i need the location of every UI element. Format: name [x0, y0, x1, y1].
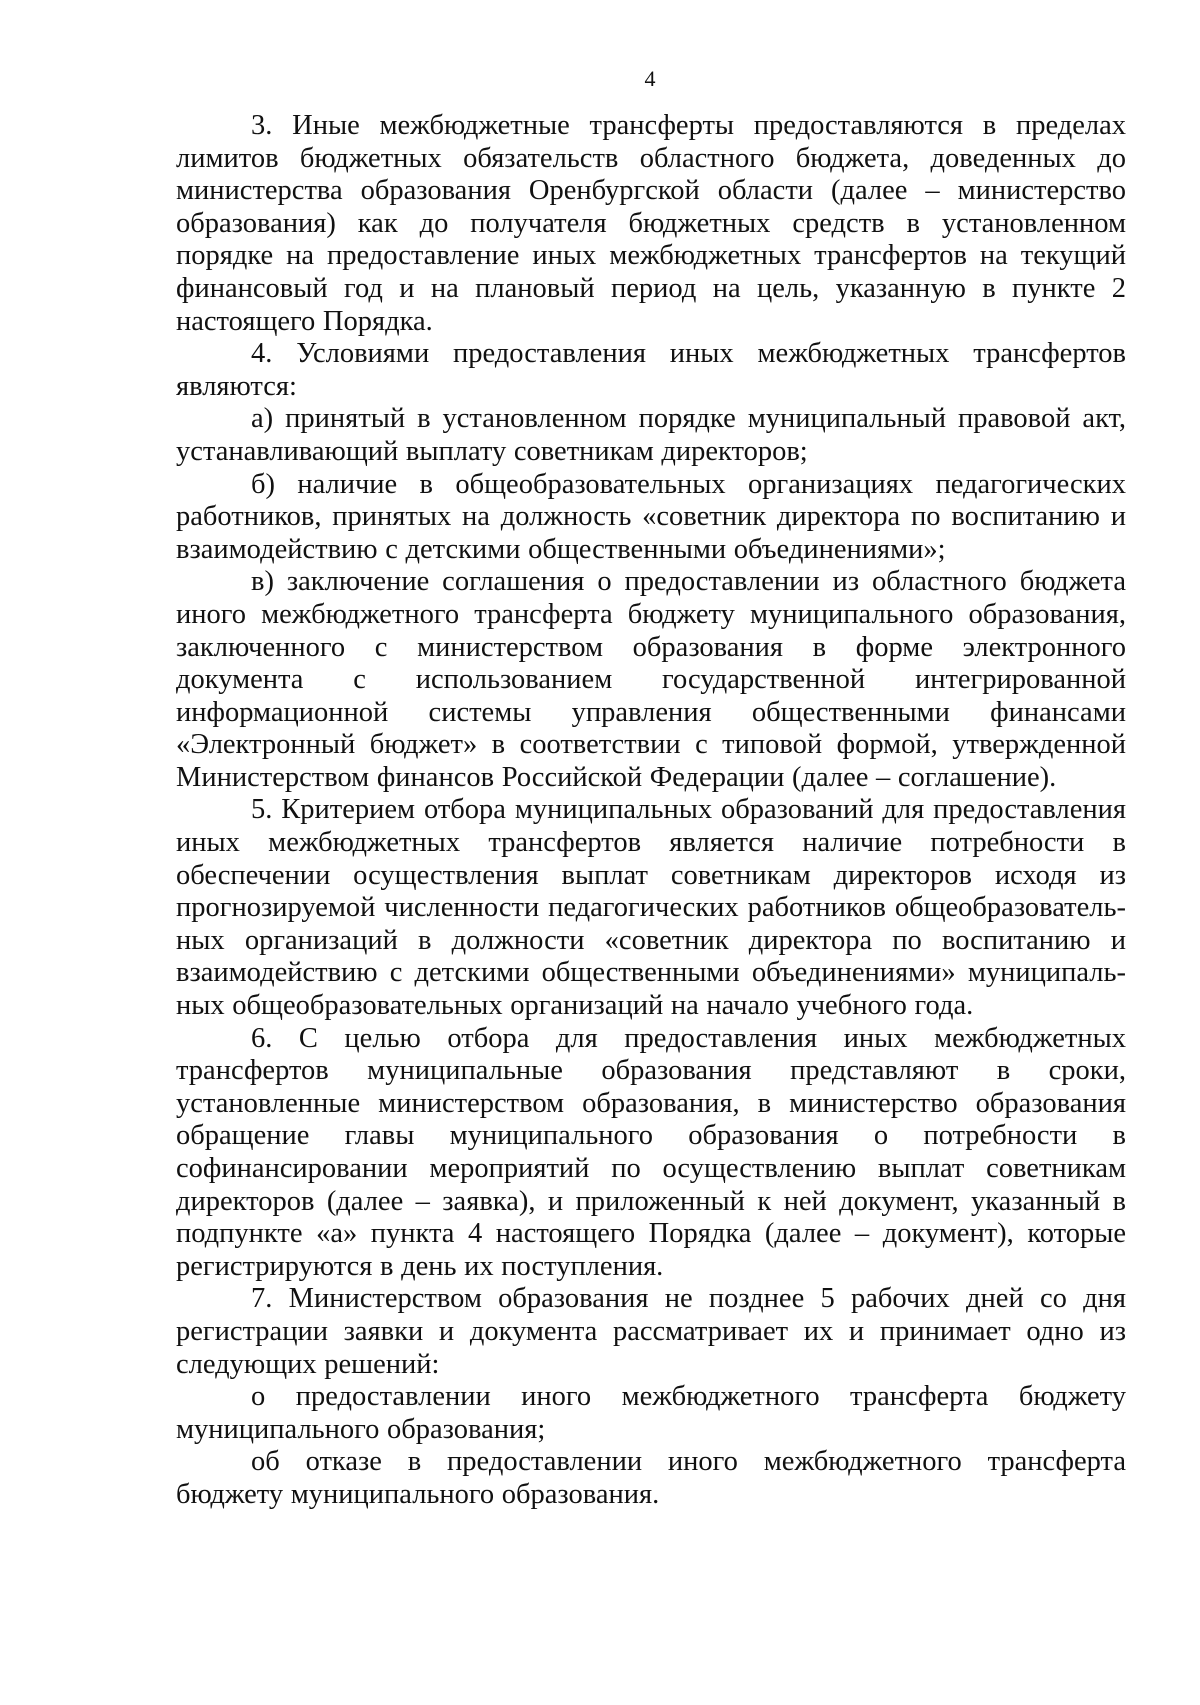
paragraph-3: 3. Иные межбюджетные трансферты предоставляются в пределах лимитов бюджетных обязательств областного бюджета, доведенных до министерства образования Оренбургской области (далее – министерство образования) как до получателя бюджетных средств в установленном порядке на предоставление иных межбюджетных трансфертов на текущий финансовый год и на плановый период на цель, указанную в пункте 2 настоящего Порядка. — [176, 110, 1126, 337]
page-number: 4 — [644, 66, 656, 91]
paragraph-4: 4. Условиями предоставления иных межбюджетных трансфертов являются: — [176, 338, 1126, 402]
subparagraph-4v: в) заключение соглашения о предоставлении из областного бюджета иного межбюджетного трансферта бюджету муниципального образования, заключенного с министерством образования в форме электронного документа с использованием государственной интегрированной информационной системы управления общественными финансами «Электронный бюджет» в соответствии с типовой формой, утвержденной Министерством финансов Российской Федерации (далее – соглашение). — [176, 566, 1126, 793]
subparagraph-4b: б) наличие в общеобразовательных организациях педагогических работников, принятых на должность «советник директора по воспитанию и взаимодействию с детскими общественными объединениями»; — [176, 468, 1126, 565]
decision-option-refusal: об отказе в предоставлении иного межбюджетного трансферта бюджету муниципального образования. — [176, 1446, 1126, 1510]
paragraph-6: 6. С целью отбора для предоставления иных межбюджетных трансфертов муниципальные образования представляют в сроки, установленные министерством образования, в министерство образования обращение главы муниципального образования о потребности в софинансировании мероприятий по осуществлению выплат советникам директоров (далее – заявка), и приложенный к ней документ, указанный в подпункте «а» пункта 4 настоящего Порядка (далее – документ), которые регистрируются в день их поступления. — [176, 1022, 1126, 1282]
paragraph-7: 7. Министерством образования не позднее 5 рабочих дней со дня регистрации заявки и документа рассматривает их и принимает одно из следующих решений: — [176, 1283, 1126, 1380]
document-body — [176, 110, 1126, 1512]
decision-option-grant: о предоставлении иного межбюджетного трансферта бюджету муниципального образования; — [176, 1381, 1126, 1445]
paragraph-5: 5. Критерием отбора муниципальных образований для предоставления иных межбюджетных трансфертов является наличие потребности в обеспечении осуществления выплат советникам директоров исходя из прогнозируемой численности педагогических работников общеобразовательных организаций в должности «советник директора по воспитанию и взаимодействию с детскими общественными объединениями» муниципальных общеобразовательных организаций на начало учебного года. — [176, 794, 1126, 1022]
subparagraph-4a: а) принятый в установленном порядке муниципальный правовой акт, устанавливающий выплату советникам директоров; — [176, 403, 1126, 467]
